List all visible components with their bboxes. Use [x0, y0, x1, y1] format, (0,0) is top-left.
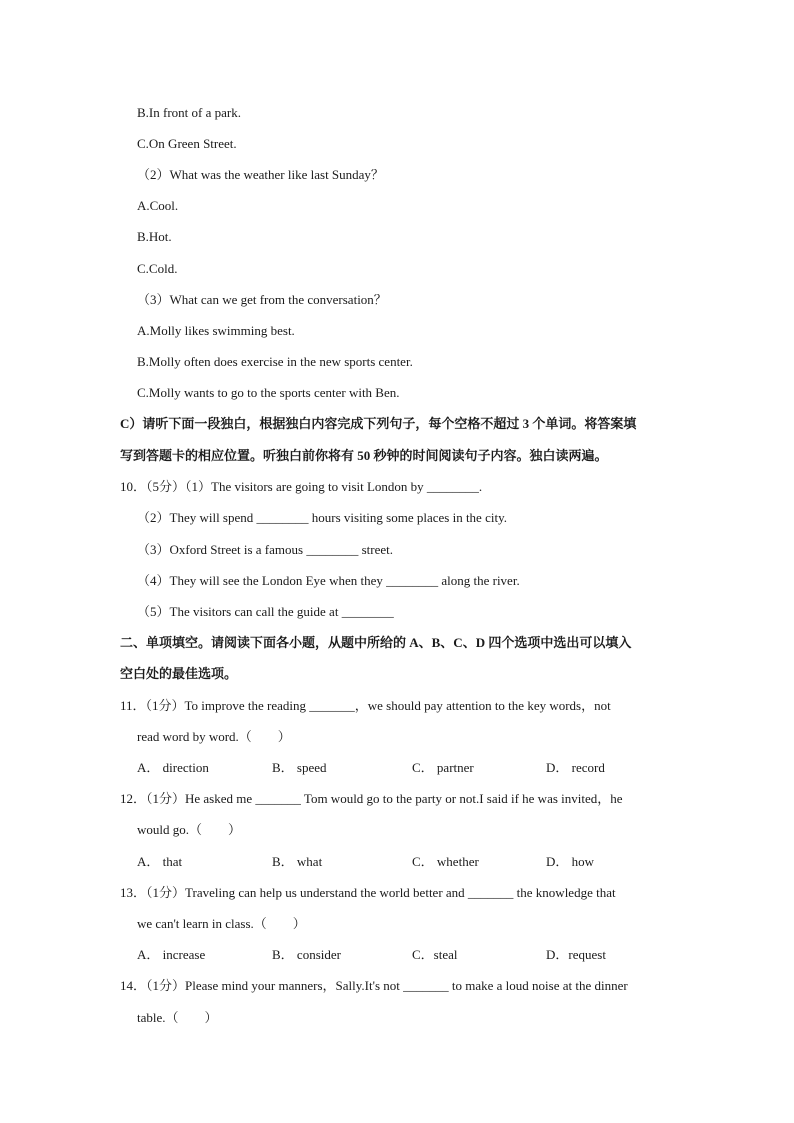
q9-3-option-c: C.Molly wants to go to the sports center with Ben.	[137, 385, 400, 400]
q13-stem-line1: 13．（1分）Traveling can help us understand the world better and _______ the knowledge that	[120, 885, 616, 900]
q9-2-option-c: C.Cold.	[137, 261, 178, 276]
q11-option-c[interactable]: C． partner	[412, 760, 474, 775]
q14-stem-line2: table.（ ）	[137, 1010, 218, 1025]
q10-item-5: （5）The visitors can call the guide at ________	[137, 604, 394, 619]
q9-3-option-a: A.Molly likes swimming best.	[137, 323, 295, 338]
q12-option-c[interactable]: C． whether	[412, 854, 479, 869]
q13-option-d[interactable]: D．request	[546, 947, 606, 962]
q13-option-b[interactable]: B． consider	[272, 947, 341, 962]
q12-option-a[interactable]: A． that	[137, 854, 183, 869]
q9-1-option-b: B.In front of a park.	[137, 105, 241, 120]
q9-3-option-b: B.Molly often does exercise in the new sports center.	[137, 354, 413, 369]
q14-stem-line1: 14．（1分）Please mind your manners，Sally.It's not _______ to make a loud noise at the dinner	[120, 978, 628, 993]
q10-item-3: （3）Oxford Street is a famous ________ street.	[137, 542, 393, 557]
q12-option-b[interactable]: B． what	[272, 854, 323, 869]
q11-stem-line2: read word by word.（ ）	[137, 729, 291, 744]
q9-3-stem: （3）What can we get from the conversation？	[137, 292, 387, 307]
q13-option-c[interactable]: C．steal	[412, 947, 458, 962]
q11-option-d[interactable]: D． record	[546, 760, 605, 775]
q12-stem-line1: 12．（1分）He asked me _______ Tom would go to the party or not.I said if he was invited，he	[120, 791, 623, 806]
q12-option-d[interactable]: D． how	[546, 854, 595, 869]
q9-1-option-c: C.On Green Street.	[137, 136, 237, 151]
q13-option-a[interactable]: A． increase	[137, 947, 206, 962]
q12-stem-line2: would go.（ ）	[137, 822, 242, 837]
section-2-instructions-line2: 空白处的最佳选项。	[120, 666, 238, 681]
q11-option-b[interactable]: B． speed	[272, 760, 327, 775]
section-2-instructions-line1: 二、单项填空。请阅读下面各小题，从题中所给的 A、B、C、D 四个选项中选出可以填入	[120, 635, 632, 650]
q9-2-stem: （2）What was the weather like last Sunday？	[137, 167, 384, 182]
q11-option-a[interactable]: A． direction	[137, 760, 209, 775]
q10-item-4: （4）They will see the London Eye when they ________ along the river.	[137, 573, 520, 588]
section-c-instructions-line2: 写到答题卡的相应位置。听独白前你将有 50 秒钟的时间阅读句子内容。独白读两遍。	[120, 448, 608, 463]
q9-2-option-a: A.Cool.	[137, 198, 179, 213]
q10-item-1: 10．（5分）（1）The visitors are going to visit London by ________.	[120, 479, 483, 494]
q9-2-option-b: B.Hot.	[137, 229, 172, 244]
q11-stem-line1: 11．（1分）To improve the reading _______，we should pay attention to the key words，not	[120, 698, 611, 713]
q13-stem-line2: we can't learn in class.（ ）	[137, 916, 306, 931]
section-c-instructions-line1: C）请听下面一段独白，根据独白内容完成下列句子，每个空格不超过 3 个单词。将答案填	[120, 416, 637, 431]
q10-item-2: （2）They will spend ________ hours visiting some places in the city.	[137, 510, 507, 525]
